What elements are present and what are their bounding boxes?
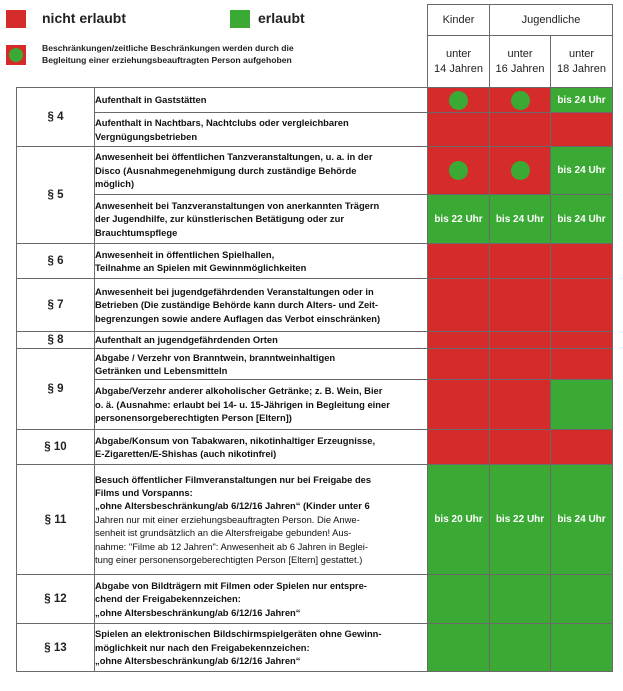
header-unter-14 [428,36,490,88]
table-row [17,279,613,332]
status-allowed-u14 [428,624,490,672]
description-line: der Jugendhilfe, zur künstlerischen Betätigung oder zur [95,213,344,225]
row-description [95,624,428,672]
row-description [95,465,428,575]
table-row [17,380,613,430]
description-line: Aufenthalt in Gaststätten [95,94,207,106]
description-line: Aufenthalt an jugendgefährdenden Orten [95,334,278,346]
description-line: senheit ist grundsätzlich an die Altersfreigabe gebunden! Aus- [95,527,352,539]
header-line: 14 Jahren [434,62,483,75]
green-dot-icon [511,161,530,180]
row-description [95,195,428,244]
row-description [95,349,428,380]
status-allowed-u16 [490,575,551,624]
status-not-allowed-u18 [551,349,613,380]
status-accompanied-u16 [490,88,551,113]
paragraph-label: § 9 [17,349,95,430]
status-not-allowed-u14 [428,244,490,279]
description-line: Teilnahme an Spielen mit Gewinnmöglichkeiten [95,262,307,273]
description-line: „ohne Altersbeschränkung/ab 6/12/16 Jahren“ (Kinder unter 6 [95,500,370,512]
status-allowed-u18 [551,380,613,430]
description-line: Abgabe von Bildträgern mit Filmen oder Spielen nur entspre- [95,579,367,591]
table-row [17,147,613,195]
paragraph-label: § 10 [17,430,95,465]
description-line: Getränken und Lebensmitteln [95,365,228,376]
table-row [17,465,613,575]
status-not-allowed-u14 [428,349,490,380]
table-row [17,113,613,147]
table-row [17,88,613,113]
status-allowed-u18 [551,624,613,672]
description-line: chend der Freigabekennzeichen: [95,593,241,605]
status-not-allowed-u18 [551,279,613,332]
description-line: Films und Vorspanns: [95,486,193,498]
table-row [17,332,613,349]
status-accompanied-u16 [490,147,551,195]
status-not-allowed-u14 [428,113,490,147]
status-not-allowed-u18 [551,113,613,147]
table-row [17,624,613,672]
header-line: unter [445,47,472,60]
header-jugendliche: Jugendliche [490,5,613,36]
legend-green-label: erlaubt [258,10,305,26]
description-line: begrenzungen sowie andere Auflagen das Verbot einschränken) [95,312,381,324]
description-line: E-Zigaretten/E-Shishas (auch nikotinfrei) [95,448,277,459]
status-not-allowed-u16 [490,279,551,332]
status-time-limit-u16: bis 24 Uhr [490,195,551,244]
description-line: „ohne Altersbeschränkung/ab 6/12/16 Jahren“ [95,655,301,667]
description-line: nahme: "Filme ab 12 Jahren": Anwesenheit ab 6 Jahren in Beglei- [95,540,368,552]
status-not-allowed-u14 [428,380,490,430]
description-line: Vergnügungsbetrieben [95,130,198,142]
header-line: 16 Jahren [495,62,545,75]
status-time-limit-u14: bis 22 Uhr [428,195,490,244]
header-line: unter [568,47,595,60]
description-line: Abgabe/Konsum von Tabakwaren, nikotinhaltiger Erzeugnisse, [95,434,376,446]
status-allowed-u16 [490,624,551,672]
status-not-allowed-u16 [490,380,551,430]
legend-area [17,5,428,88]
description-line: personensorgeberechtigten Person [Eltern]) [95,412,292,424]
row-description [95,113,428,147]
description-line: tung einer personensorgeberechtigten Person [Eltern] gestattet.) [95,554,363,566]
paragraph-label: § 7 [17,279,95,332]
status-not-allowed-u14 [428,279,490,332]
paragraph-label: § 5 [17,147,95,244]
header-kinder: Kinder [428,5,490,36]
description-line: Aufenthalt in Nachtbars, Nachtclubs oder vergleichbaren [95,117,349,129]
description-line: Abgabe/Verzehr anderer alkoholischer Getränke; z. B. Wein, Bier [95,385,383,397]
description-line: Disco (Ausnahmegenehmigung durch zuständige Behörde [95,164,357,176]
description-line: o. ä. (Ausnahme: erlaubt bei 14- u. 15-Jährigen in Begleitung einer [95,398,390,410]
description-line: Anwesenheit bei Tanzveranstaltungen von anerkannten Trägern [95,199,380,211]
paragraph-label: § 11 [17,465,95,575]
description-line: möglichkeit nur nach den Freigabekennzeichen: [95,641,310,653]
status-time-limit-u18: bis 24 Uhr [551,195,613,244]
youth-protection-table [16,4,613,672]
status-not-allowed-u16 [490,332,551,349]
status-not-allowed-u14 [428,430,490,465]
status-not-allowed-u16 [490,244,551,279]
header-line: unter [507,47,533,60]
paragraph-label: § 8 [17,332,95,349]
status-not-allowed-u16 [490,430,551,465]
description-line: Anwesenheit in öffentlichen Spielhallen, [95,248,275,260]
status-time-limit-u16: bis 22 Uhr [490,465,551,575]
status-allowed-u14 [428,575,490,624]
status-time-limit-u18: bis 24 Uhr [551,465,613,575]
paragraph-label: § 4 [17,88,95,147]
header-unter-18 [551,36,613,88]
legend-red-label: nicht erlaubt [42,10,127,26]
status-not-allowed-u18 [551,244,613,279]
status-not-allowed-u14 [428,332,490,349]
table-row [17,575,613,624]
status-time-limit-u18: bis 24 Uhr [551,88,613,113]
status-accompanied-u14 [428,147,490,195]
legend-note-line: Beschränkungen/zeitliche Beschränkungen werden durch die [42,43,294,53]
row-description [95,430,428,465]
description-line: Anwesenheit bei jugendgefährdenden Veranstaltungen oder in [95,285,374,297]
description-line: möglich) [95,178,135,190]
row-description [95,279,428,332]
description-line: Anwesenheit bei öffentlichen Tanzveranstaltungen, u. a. in der [95,151,373,163]
row-description [95,575,428,624]
paragraph-label: § 13 [17,624,95,672]
green-dot-icon [511,91,530,110]
description-line: Betrieben (Die zuständige Behörde kann durch Alters- und Zeit- [95,299,379,311]
description-line: Brauchtumspflege [95,226,178,238]
status-allowed-u18 [551,575,613,624]
row-description [95,244,428,279]
green-dot-icon [449,91,468,110]
status-not-allowed-u16 [490,113,551,147]
row-description [95,380,428,430]
header-line: 18 Jahren [557,62,606,75]
paragraph-label: § 6 [17,244,95,279]
description-line: Jahren nur mit einer erziehungsbeauftragten Person. Die Anwe- [95,513,360,525]
table-row [17,195,613,244]
row-description [95,332,428,349]
row-description [95,88,428,113]
description-line: Abgabe / Verzehr von Branntwein, branntweinhaltigen [95,351,336,363]
status-not-allowed-u18 [551,430,613,465]
header-unter-16 [490,36,551,88]
status-time-limit-u14: bis 20 Uhr [428,465,490,575]
description-line: Spielen an elektronischen Bildschirmspielgeräten ohne Gewinn- [95,628,382,640]
description-line: Besuch öffentlicher Filmveranstaltungen nur bei Freigabe des [95,473,372,485]
table-row [17,349,613,380]
row-description [95,147,428,195]
table-row [17,244,613,279]
legend-note-line: Begleitung einer erziehungsbeauftragten Person aufgehoben [42,55,292,65]
table-row [17,430,613,465]
status-accompanied-u14 [428,88,490,113]
status-time-limit-u18: bis 24 Uhr [551,147,613,195]
description-line: „ohne Altersbeschränkung/ab 6/12/16 Jahren“ [95,606,301,618]
green-dot-icon [449,161,468,180]
status-not-allowed-u16 [490,349,551,380]
paragraph-label: § 12 [17,575,95,624]
status-not-allowed-u18 [551,332,613,349]
